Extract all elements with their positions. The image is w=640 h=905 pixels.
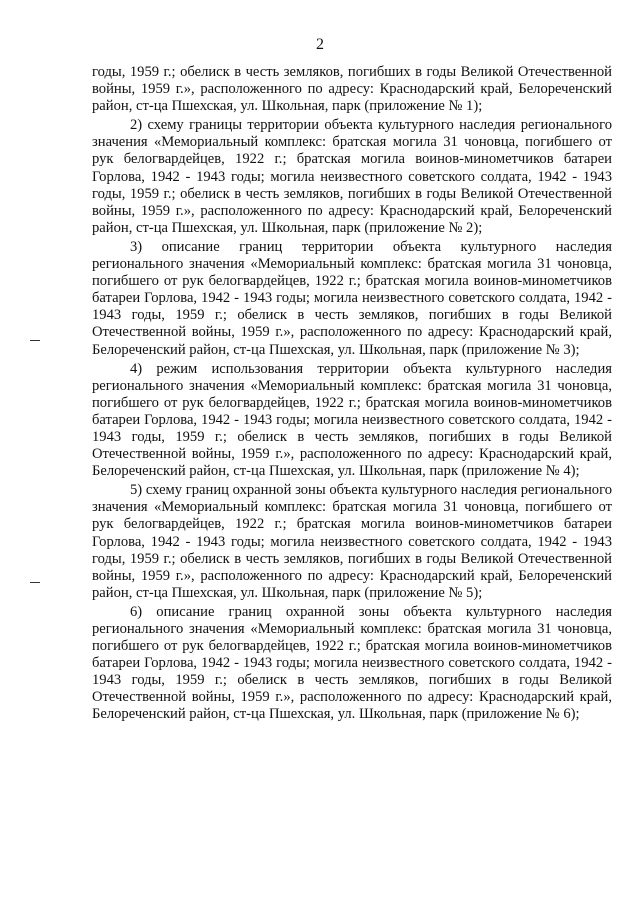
binding-hole-mark (30, 582, 40, 583)
list-item-4: 4) режим использования территории объекта культурного наследия регионального значения «Мемориальный комплекс: братская могила 31 чоновца, погибшего от рук белогвардейцев, 1922 г.; братская могила воинов-минометчиков батареи Горлова, 1942 - 1943 годы; могила неизвестного советского солдата, 1942 - 1943 годы, 1959 г.; обелиск в честь земляков, погибших в годы Великой Отечественной войны, 1959 г.», расположенного по адресу: Краснодарский край, Белореченский район, ст-ца Пшехская, ул. Школьная, парк (приложение № 4); (92, 360, 612, 480)
binding-hole-mark (30, 340, 40, 341)
list-item-6: 6) описание границ охранной зоны объекта культурного наследия регионального значения «Мемориальный комплекс: братская могила 31 чоновца, погибшего от рук белогвардейцев, 1922 г.; братская могила воинов-минометчиков батареи Горлова, 1942 - 1943 годы; могила неизвестного советского солдата, 1942 - 1943 годы, 1959 г.; обелиск в честь земляков, погибших в годы Великой Отечественной войны, 1959 г.», расположенного по адресу: Краснодарский край, Белореченский район, ст-ца Пшехская, ул. Школьная, парк (приложение № 6); (92, 603, 612, 723)
document-body (92, 64, 612, 724)
list-item-5: 5) схему границ охранной зоны объекта культурного наследия регионального значения «Мемориальный комплекс: братская могила 31 чоновца, погибшего от рук белогвардейцев, 1922 г.; братская могила воинов-минометчиков батареи Горлова, 1942 - 1943 годы; могила неизвестного советского солдата, 1942 - 1943 годы, 1959 г.; обелиск в честь земляков, погибших в годы Великой Отечественной войны, 1959 г.», расположенного по адресу: Краснодарский край, Белореченский район, ст-ца Пшехская, ул. Школьная, парк (приложение № 5); (92, 482, 612, 601)
list-item-3: 3) описание границ территории объекта культурного наследия регионального значения «Мемориальный комплекс: братская могила 31 чоновца, погибшего от рук белогвардейцев, 1922 г.; братская могила воинов-минометчиков батареи Горлова, 1942 - 1943 годы; могила неизвестного советского солдата, 1942 - 1943 годы, 1959 г.; обелиск в честь земляков, погибших в годы Великой Отечественной войны, 1959 г.», расположенного по адресу: Краснодарский край, Белореченский район, ст-ца Пшехская, ул. Школьная, парк (приложение № 3); (92, 238, 612, 358)
paragraph-continuation: годы, 1959 г.; обелиск в честь земляков, погибших в годы Великой Отечественной войны, 1959 г.», расположенного по адресу: Краснодарский край, Белореченский район, ст-ца Пшехская, ул. Школьная, парк (приложение № 1); (92, 64, 612, 115)
list-item-2: 2) схему границы территории объекта культурного наследия регионального значения «Мемориальный комплекс: братская могила 31 чоновца, погибшего от рук белогвардейцев, 1922 г.; братская могила воинов-минометчиков батареи Горлова, 1942 - 1943 годы; могила неизвестного советского солдата, 1942 - 1943 годы, 1959 г.; обелиск в честь земляков, погибших в годы Великой Отечественной войны, 1959 г.», расположенного по адресу: Краснодарский край, Белореченский район, ст-ца Пшехская, ул. Школьная, парк (приложение № 2); (92, 117, 612, 236)
page-number: 2 (316, 36, 324, 53)
